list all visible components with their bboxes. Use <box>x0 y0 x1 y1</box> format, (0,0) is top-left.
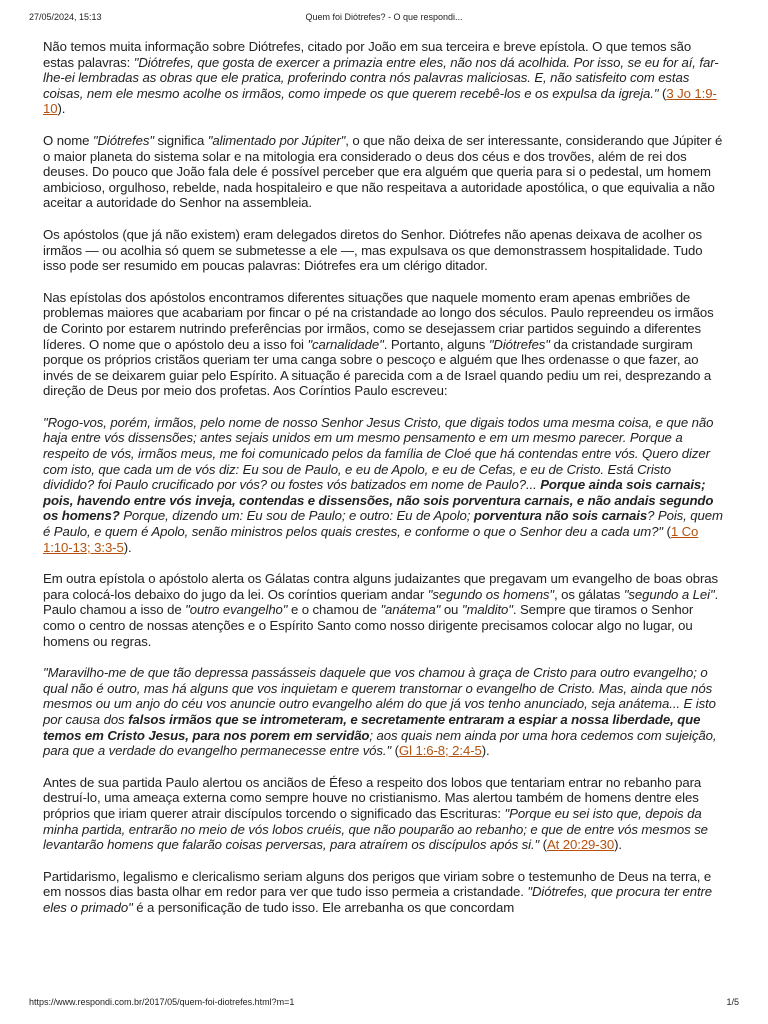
quote-gl: "Maravilho-me de que tão depressa passásseis daquele que vos chamou à graça de Cristo para outro evangelho; o qual não é outro, mas há alguns que vos inquietam e querem transtornar o evangelho de Cristo. Mas, ainda que nós mesmos ou um anjo do céu vos anuncie outro evangelho além do que já vos tenho anunciado, seja anátema... E isto por causa dos <box>43 665 716 727</box>
text: ). <box>481 743 490 759</box>
emphasis: "Diótrefes" <box>92 132 154 148</box>
emphasis: "carnalidade" <box>307 336 384 352</box>
quote-gl: ; aos quais nem ainda por uma hora cedemos com sujeição, para que a verdade do evangelho permanecesse entre vós." <box>43 727 717 759</box>
quote-1co: Porque, dizendo um: Eu sou de Paulo; e outro: Eu de Apolo; <box>119 508 474 524</box>
print-title: Quem foi Diótrefes? - O que respondi... <box>305 12 463 22</box>
print-url: https://www.respondi.com.br/2017/05/quem-foi-diotrefes.html?m=1 <box>29 997 295 1007</box>
text: Nas epístolas dos apóstolos encontramos diferentes situações que naquele momento eram apenas embriões de problemas maiores que acabariam por fincar o pé na cristandade ao longo dos séculos. Paulo repreendeu os irmãos de Corinto por estarem nutrindo preferências por irmãos, como se desejassem criar partidos seguindo a diferentes líderes. O nome que o apóstolo deu a isso foi <box>43 289 714 352</box>
text: da cristandade surgiram porque os próprios cristãos queriam ter uma canga sobre o pescoço e alguém que lhes ordenasse o que fazer, ao invés de se deixarem guiar pelo Espírito. A situação é parecida com a de Israel quando pediu um rei, desprezando a direção de Deus por meio dos profetas. Aos Coríntios Paulo escreveu: <box>43 336 712 399</box>
paragraph-8 <box>43 775 723 853</box>
text: ). <box>57 101 66 117</box>
text: e o chamou de <box>287 602 381 618</box>
text: ). <box>614 837 622 853</box>
quote-3jo: "Diótrefes, que gosta de exercer a primazia entre eles, não nos dá acolhida. Por isso, se eu for aí, far-lhe-ei lembradas as obras que ele pratica, proferindo contra nós palavras maliciosas. E, não satisfeito com estas coisas, nem ele mesmo acolhe os irmãos, como impede os que querem recebê-los e os expulsa da igreja." <box>43 54 719 101</box>
emphasis: "segundo os homens" <box>427 586 554 602</box>
text: . Sempre que tiramos o Senhor como o centro de nossas atenções e o Espírito Santo como nosso dirigente precisamos colocar algo no lugar, ou homens ou regras. <box>43 602 694 649</box>
text: Antes de sua partida Paulo alertou os anciãos de Éfeso a respeito dos lobos que tentariam entrar no rebanho para destruí-lo, uma ameaça externa como sempre houve no cristianismo. Mas alertou também de homens dentre eles próprios que iriam querer atrair discípulos torcendo o significado das Escrituras: <box>43 774 702 821</box>
paragraph-5 <box>43 415 723 555</box>
print-header <box>29 12 739 26</box>
text: Em outra epístola o apóstolo alerta os Gálatas contra alguns judaizantes que pregavam um evangelho de boas obras para colocá-los debaixo do jugo da lei. Os coríntios queriam andar <box>43 571 718 602</box>
text: ou <box>440 602 462 618</box>
paragraph-7 <box>43 665 723 759</box>
text: ( <box>391 743 399 759</box>
ref-link-1co[interactable]: 1 Co 1:10-13; 3:3-5 <box>43 524 699 555</box>
text: Não temos muita informação sobre Diótrefes, citado por João em sua terceira e breve epístola. O que temos são estas palavras: <box>43 39 692 70</box>
text: ( <box>658 85 667 101</box>
text: Partidarismo, legalismo e clericalismo seriam alguns dos perigos que viriam sobre o testemunho de Deus na terra, e em nossos dias basta olhar em redor para ver que tudo isso permeia a cristandade. <box>43 868 712 900</box>
paragraph-1 <box>43 39 723 117</box>
quote-at: "Porque eu sei isto que, depois da minha partida, entrarão no meio de vós lobos cruéis, que não pouparão ao rebanho; e que de entre vós mesmos se levantarão homens que falarão coisas perversas, para atraírem os discípulos após si." <box>43 805 708 853</box>
text: ( <box>539 837 547 853</box>
paragraph-6 <box>43 571 723 649</box>
bold-emphasis: porventura não sois carnais <box>473 508 648 524</box>
emphasis: "anátema" <box>380 602 441 618</box>
ref-link-gl[interactable]: Gl 1:6-8; 2:4-5 <box>398 743 482 759</box>
article-body <box>43 39 723 932</box>
text: ( <box>662 524 671 540</box>
emphasis: "segundo a Lei" <box>623 586 715 602</box>
emphasis: "maldito" <box>461 602 513 618</box>
paragraph-2 <box>43 133 723 211</box>
text: significa <box>153 132 208 148</box>
text: . Paulo chamou a isso de <box>43 586 719 618</box>
ref-link-at[interactable]: At 20:29-30 <box>546 837 615 853</box>
emphasis: "alimentado por Júpiter" <box>207 132 346 148</box>
paragraph-3: Os apóstolos (que já não existem) eram delegados diretos do Senhor. Diótrefes não apenas deixava de acolher os irmãos — ou acolhia só quem se submetesse a ele —, mas expulsava os que demonstrassem hospitalidade. Tudo isso pode ser resumido em poucas palavras: Diótrefes era um clérigo ditador. <box>43 226 703 274</box>
bold-emphasis: Porque ainda sois carnais; pois, havendo entre vós inveja, contendas e dissensões, não sois porventura carnais, e não andais segundo os homens? <box>43 477 714 524</box>
text: , o que não deixa de ser interessante, considerando que Júpiter é o maior planeta do sistema solar e na mitologia era considerado o deus dos céus e dos trovões, além de rei dos deuses. Do pouco que João fala dele é possível perceber que era alguém que queria para si o pedestal, um homem ambicioso, orgulhoso, rebelde, nada hospitaleiro e que não respeitava a autoridade apostólica, o que equivalia a não aceitar a autoridade do Senhor na assembleia. <box>43 132 723 211</box>
quote-1co: ? Pois, quem é Paulo, e quem é Apolo, senão ministros pelos quais crestes, e conforme o que o Senhor deu a cada um?" <box>43 508 723 540</box>
text: ). <box>123 539 132 555</box>
text: . Portanto, alguns <box>383 336 489 352</box>
print-footer <box>29 997 739 1011</box>
bold-emphasis: falsos irmãos que se intrometeram, e secretamente entraram a espiar a nossa liberdade, que temos em Cristo Jesus, para nos porem em servidão <box>43 711 701 743</box>
emphasis: "Diótrefes" <box>488 336 550 352</box>
paragraph-4 <box>43 290 723 399</box>
emphasis: "Diótrefes, que procura ter entre eles o primado" <box>43 884 713 915</box>
text: é a personificação de tudo isso. Ele arrebanha os que concordam <box>132 899 515 915</box>
emphasis: "outro evangelho" <box>185 602 288 618</box>
text: , os gálatas <box>554 586 624 602</box>
print-date: 27/05/2024, 15:13 <box>29 12 102 22</box>
paragraph-9 <box>43 869 723 916</box>
ref-link-3jo[interactable]: 3 Jo 1:9-10 <box>43 85 717 117</box>
quote-1co: "Rogo-vos, porém, irmãos, pelo nome de nosso Senhor Jesus Cristo, que digais todos uma mesma coisa, e que não haja entre vós dissensões; antes sejais unidos em um mesmo pensamento e em um mesmo parecer. Porque a respeito de vós, irmãos meus, me foi comunicado pelos da família de Cloé que há contendas entre vós. Quero dizer com isto, que cada um de vós diz: Eu sou de Paulo, e eu de Apolo, e eu de Cefas, e eu de Cristo. Está Cristo dividido? foi Paulo crucificado por vós? ou fostes vós batizados em nome de Paulo?... <box>43 414 714 493</box>
page-number: 1/5 <box>726 997 739 1007</box>
text: O nome <box>43 132 93 148</box>
